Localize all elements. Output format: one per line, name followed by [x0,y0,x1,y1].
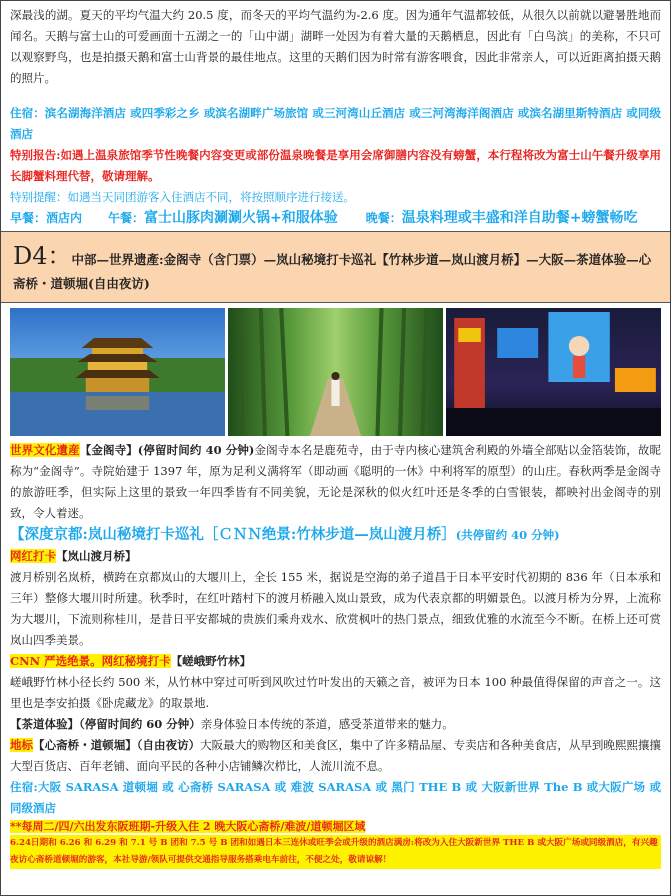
dinner-label: 晚餐： [365,211,402,225]
golden-pavilion-photo [10,308,225,436]
shinsaibashi-line [10,735,661,777]
arashiyama-duration: (共停留约 40 分钟) [455,528,560,542]
arashiyama-heading-text: 【深度京都:岚山秘境打卡巡礼［ＣＮＮ绝景:竹林步道—岚山渡月桥］ [10,526,456,543]
dinner-value: 温泉料理或丰盛和洋自助餐+螃蟹畅吃 [401,210,638,226]
lunch-value: 富士山豚肉涮涮火锅+和服体验 [144,210,338,226]
special-note: 特别提醒：如遇当天同团游客入住酒店不同，将按照顺序进行接送。 [10,190,355,204]
breakfast-label: 早餐： [10,211,47,225]
kinkakuji-text: 金阁寺本名是鹿苑寺，由于寺内核心建筑舍利殿的外墙全部贴以金箔装饰，故昵称为“金阁寺”。寺院始建于 1397 年，原为足利义满将军（即动画《聪明的一休》中利将军的原型）的山庄。春秋两季是金阁寺的旅游旺季，但实际上这里的景致一年四季皆有不同美貌，无论是深秋的似火红叶还是冬季的白雪银装，都映衬出金阁寺的别致，令人着迷。 [10,443,662,520]
spacer [10,89,661,103]
breakfast-value: 酒店内 [46,211,83,225]
lunch-label: 午餐： [108,211,145,225]
kinkakuji-title: 【金阁寺】(停留时间约 40 分钟) [79,443,255,457]
bamboo-tag: CNN 严选绝景。网红秘境打卡 [10,654,171,668]
bridge-title: 【岚山渡月桥】 [56,549,137,563]
bamboo-tag-line [10,651,661,672]
meals-row [10,208,661,228]
day-number: D4： [13,242,72,270]
arashiyama-heading [10,524,661,546]
bamboo-forest-photo [228,308,443,436]
upgrade-note-wrap [10,819,661,835]
hotel-line: 住宿：滨名湖海洋酒店 或四季彩之乡 或滨名湖畔广场旅馆 或三河湾山丘酒店 或三河湾海洋阁酒店 或滨名湖里斯特酒店 或同级酒店 [10,106,661,141]
day-header [1,231,670,303]
bamboo-title: 【嵯峨野竹林】 [170,654,252,668]
dotonbori-night-photo [446,308,661,436]
shinsaibashi-text: 大阪最大的购物区和美食区，集中了许多精品屋、专卖店和各种美食店，从早到晚熙熙攘攘大型百货店、百年老铺、面向平民的各种小店铺鳞次栉比，人流川流不息。 [10,738,662,773]
bridge-tag-line [10,546,661,567]
lake-description: 深最浅的湖。夏天的平均气温大约 20.5 度，而冬天的平均气温约为-2.6 度。因为通年气温都较低，从很久以前就以避暑胜地而闻名。天鹅与富士山的可爱画面十五湖之一的「山中湖」湖畔一处因为有着大量的天鹅栖息，因此有「白鸟滨」的美称，不只可以观察野鸟，也是拍摄天鹅和富士山背景的最佳地点。这里的天鹅们因为时常有游客喂食，因此非常亲人，可以近距离拍摄天鹅的照片。 [10,8,661,85]
photo-strip [10,308,661,436]
kinkakuji-tag: 世界文化遺産 [10,443,80,457]
bridge-text: 渡月桥别名岚桥，横跨在京都岚山的大堰川上，全长 155 米，据说是空海的弟子道昌于日本平安时代初期的 836 年（日本承和三年）整修大堰川时所建。秋季时，在红叶踏村下的渡月桥融入岚山景致，成为代表京都的明媚景色。以渡月桥为分界，上流称为大堰川，下流则称桂川，是昔日平安都城的贵族们乘舟戏水、欣赏枫叶的热门景点，细致优雅的水流至今不断。在桥上还可赏岚山四季美景。 [10,570,661,647]
tea-text: 亲身体验日本传统的茶道，感受茶道带来的魅力。 [200,717,454,731]
tea-line [10,714,661,735]
hotel-line-2: 住宿:大阪 SARASA 道顿堀 或 心斋桥 SARASA 或 难波 SARASA 或 黑门 THE B 或 大阪新世界 The B 或大阪广场 或同级酒店 [10,780,661,815]
date-note: 6.24日期和 6.26 和 6.29 和 7.1 号 B 团和 7.5 号 B 团和如遇日本三连休或旺季会或升级的酒店满房:将改为入住大阪新世界 THE B 或大阪广场或同级酒店，有兴趣夜访心斋桥道顿堀的游客，本社导游/领队可提供交通指导服务搭乘电车前往，不便之处，敬请谅解！ [10,835,661,869]
bamboo-text: 嵯峨野竹林小径长约 500 米，从竹林中穿过可听到风吹过竹叶发出的天籁之音，被评为日本 100 种最值得保留的声音之一。这里也是李安拍摄《卧虎藏龙》的取景地. [10,675,661,710]
bridge-tag: 网红打卡 [10,549,56,563]
shinsaibashi-title: 【心斋桥・道顿堀】（自由夜访） [33,738,201,752]
kinkakuji-section [10,440,661,524]
tea-title: 【茶道体验】（停留时间约 60 分钟） [10,717,201,731]
day-title: 中部—世界遗產:金阁寺（含门票）—岚山秘境打卡巡礼【竹林步道—岚山渡月桥】—大阪—茶道体验—心斋桥・道顿堀(自由夜访) [13,252,652,291]
upgrade-note: **每周二/四/六出发东阪班期-升级入住 2 晚大阪心斋桥/难波/道顿堀区域 [10,820,366,833]
special-report: 特别报告:如遇上温泉旅馆季节性晚餐内容变更或部份温泉晚餐是享用会席御膳内容没有螃蟹，本行程将改为富士山午餐升级享用长脚蟹料理代替，敬请理解。 [10,148,661,183]
shinsaibashi-tag: 地标 [10,738,34,752]
